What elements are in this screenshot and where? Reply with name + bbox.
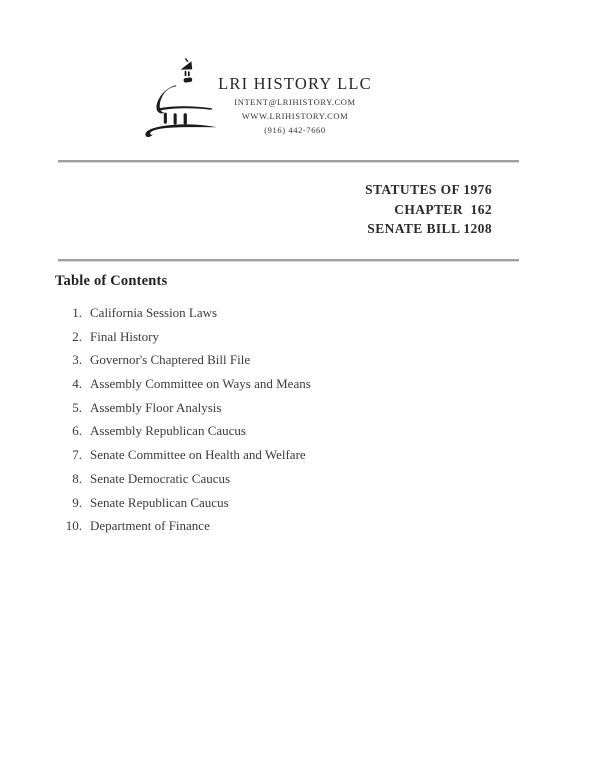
toc-item: [0, 491, 520, 515]
toc-item-label: Senate Democratic Caucus: [90, 470, 231, 486]
company-name: LRI HISTORY LLC: [218, 74, 372, 93]
toc-item-number: 4.: [72, 376, 82, 392]
bill-line: SENATE BILL 1208: [367, 221, 492, 236]
toc-item: [0, 372, 520, 396]
toc-item-label: Final History: [90, 328, 159, 344]
toc-item: [0, 301, 520, 325]
toc-item: [0, 419, 520, 443]
toc-item: [0, 396, 520, 420]
toc-item-number: 8.: [72, 470, 82, 486]
toc-item-number: 7.: [72, 447, 82, 463]
toc-item-label: Assembly Committee on Ways and Means: [90, 376, 311, 392]
chapter-line: CHAPTER 162: [394, 201, 492, 217]
toc-item: [0, 348, 520, 372]
divider-top: [58, 160, 519, 163]
toc-item-label: California Session Laws: [90, 305, 218, 320]
toc-item-label: Governor's Chaptered Bill File: [90, 352, 251, 368]
statutes-line: STATUTES OF 1976: [365, 182, 492, 197]
company-phone: (916) 442-7660: [264, 125, 326, 135]
toc-item: [0, 514, 520, 538]
toc-item-number: 9.: [72, 494, 82, 510]
toc-item: [0, 325, 520, 349]
toc-item-label: Senate Committee on Health and Welfare: [90, 447, 306, 463]
toc-heading: Table of Contents: [55, 273, 168, 289]
case-reference: [365, 180, 492, 239]
toc-item-number: 10.: [65, 518, 82, 534]
toc-item-label: Senate Republican Caucus: [90, 494, 229, 510]
toc-item-number: 3.: [72, 352, 82, 368]
company-website: WWW.LRIHISTORY.COM: [241, 111, 349, 121]
divider-bottom: [58, 259, 519, 262]
company-email: INTENT@LRIHISTORY.COM: [234, 97, 356, 107]
toc-item: [0, 443, 520, 467]
toc-list: [0, 301, 520, 538]
toc-item-label: Department of Finance: [90, 518, 210, 534]
toc-item: [0, 467, 520, 491]
toc-item-label: Assembly Republican Caucus: [90, 423, 246, 439]
toc-item-number: 1.: [72, 305, 82, 320]
toc-item-number: 2.: [72, 328, 82, 344]
letterhead: [195, 73, 395, 137]
toc-item-number: 6.: [72, 423, 82, 439]
toc-item-number: 5.: [72, 399, 82, 415]
toc-item-label: Assembly Floor Analysis: [90, 399, 222, 415]
